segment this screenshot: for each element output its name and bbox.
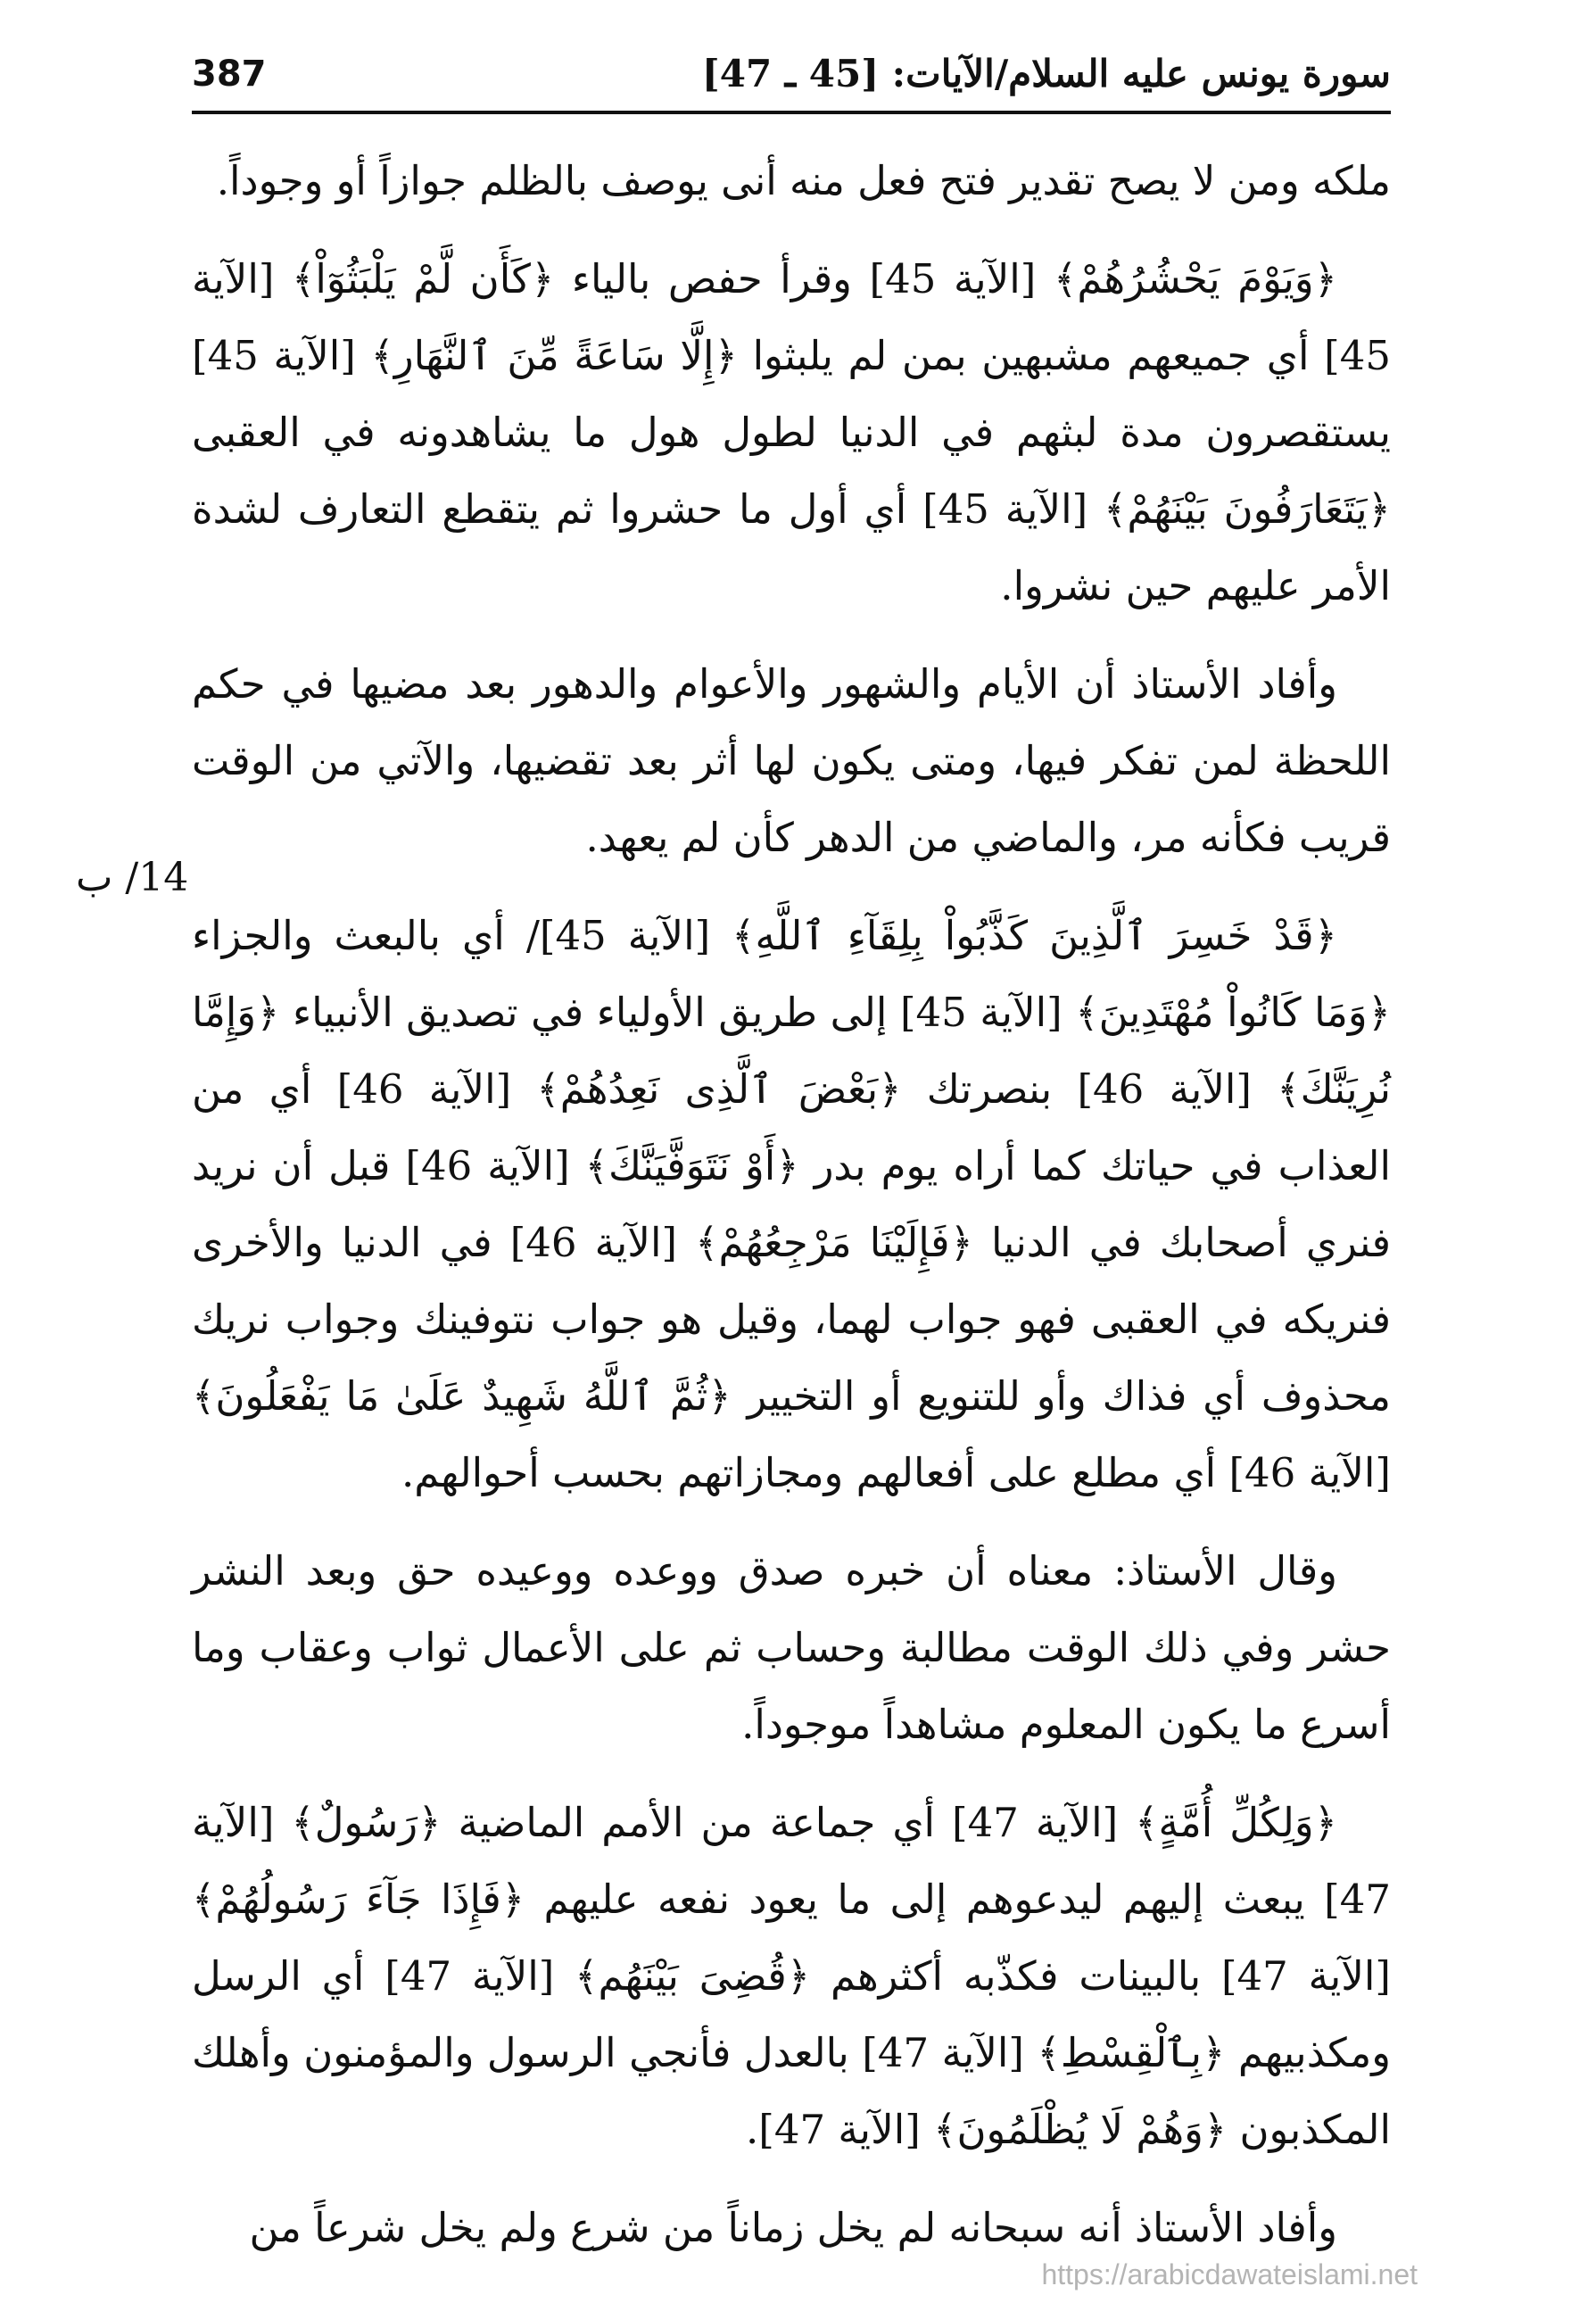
page-number: 387	[192, 54, 267, 95]
paragraph-2: ﴿وَيَوْمَ يَحْشُرُهُمْ﴾ [الآية 45] وقرأ حفص بالياء ﴿كَأَن لَّمْ يَلْبَثُوٓاْ﴾ [الآية 45] أي جميعهم مشبهين بمن لم يلبثوا ﴿إِلَّا سَاعَةً مِّنَ ٱلنَّهَارِ﴾ [الآية 45] يستقصرون مدة لبثهم في الدنيا لطول هول ما يشاهدونه في العقبى ﴿يَتَعَارَفُونَ بَيْنَهُمْ﴾ [الآية 45] أي أول ما حشروا ثم يتقطع التعارف لشدة الأمر عليهم حين نشروا.	[192, 255, 1391, 609]
paragraph-1: ملكه ومن لا يصح تقدير فتح فعل منه أنى يوصف بالظلم جوازاً أو وجوداً.	[216, 157, 1391, 204]
page-body	[192, 143, 1391, 2288]
running-title: سورة يونس عليه السلام/الآيات: [45 ـ 47]	[701, 52, 1391, 95]
paragraph-3: وأفاد الأستاذ أن الأيام والشهور والأعوام والدهور بعد مضيها في حكم اللحظة لمن تفكر فيها، ومتى يكون لها أثر بعد تقضيها، والآتي من الوقت قريب فكأنه مر، والماضي من الدهر كأن لم يعهد.	[192, 660, 1391, 861]
paragraph-6: ﴿وَلِكُلِّ أُمَّةٍ﴾ [الآية 47] أي جماعة من الأمم الماضية ﴿رَسُولٌ﴾ [الآية 47] يبعث إليهم ليدعوهم إلى ما يعود نفعه عليهم ﴿فَإِذَا جَآءَ رَسُولُهُمْ﴾ [الآية 47] بالبينات فكذّبه أكثرهم ﴿قُضِىَ بَيْنَهُم﴾ [الآية 47] أي الرسل ومكذبيهم ﴿بِٱلْقِسْطِ﴾ [الآية 47] بالعدل فأنجي الرسول والمؤمنون وأهلك المكذبون ﴿وَهُمْ لَا يُظْلَمُونَ﴾ [الآية 47].	[192, 1799, 1391, 2153]
paragraph-4: ﴿قَدْ خَسِرَ ٱلَّذِينَ كَذَّبُواْ بِلِقَآءِ ٱللَّهِ﴾ [الآية 45]/ أي بالبعث والجزاء ﴿وَمَا كَانُواْ مُهْتَدِينَ﴾ [الآية 45] إلى طريق الأولياء في تصديق الأنبياء ﴿وَإِمَّا نُرِيَنَّكَ﴾ [الآية 46] بنصرتك ﴿بَعْضَ ٱلَّذِى نَعِدُهُمْ﴾ [الآية 46] أي من العذاب في حياتك كما أراه يوم بدر ﴿أَوْ نَتَوَفَّيَنَّكَ﴾ [الآية 46] قبل أن نريد فنري أصحابك في الدنيا ﴿فَإِلَيْنَا مَرْجِعُهُمْ﴾ [الآية 46] في الدنيا والأخرى فنريكه في العقبى فهو جواب لهما، وقيل هو جواب نتوفينك وجواب نريك محذوف أي فذاك وأو للتنويع أو التخيير ﴿ثُمَّ ٱللَّهُ شَهِيدٌ عَلَىٰ مَا يَفْعَلُونَ﴾ [الآية 46] أي مطلع على أفعالهم ومجازاتهم بحسب أحوالهم.	[192, 912, 1392, 1496]
paragraph-5: وقال الأستاذ: معناه أن خبره صدق ووعده ووعيده حق وبعد النشر حشر وفي ذلك الوقت مطالبة وحساب ثم على الأعمال ثواب وعقاب وما أسرع ما يكون المعلوم مشاهداً موجوداً.	[192, 1547, 1391, 1748]
paragraph-7: وأفاد الأستاذ أنه سبحانه لم يخل زماناً من شرع ولم يخل شرعاً من	[249, 2204, 1337, 2251]
page-header	[192, 46, 1391, 114]
watermark-url: https://arabicdawateislami.net	[1041, 2258, 1418, 2290]
margin-note: 14/ ب	[76, 855, 189, 900]
